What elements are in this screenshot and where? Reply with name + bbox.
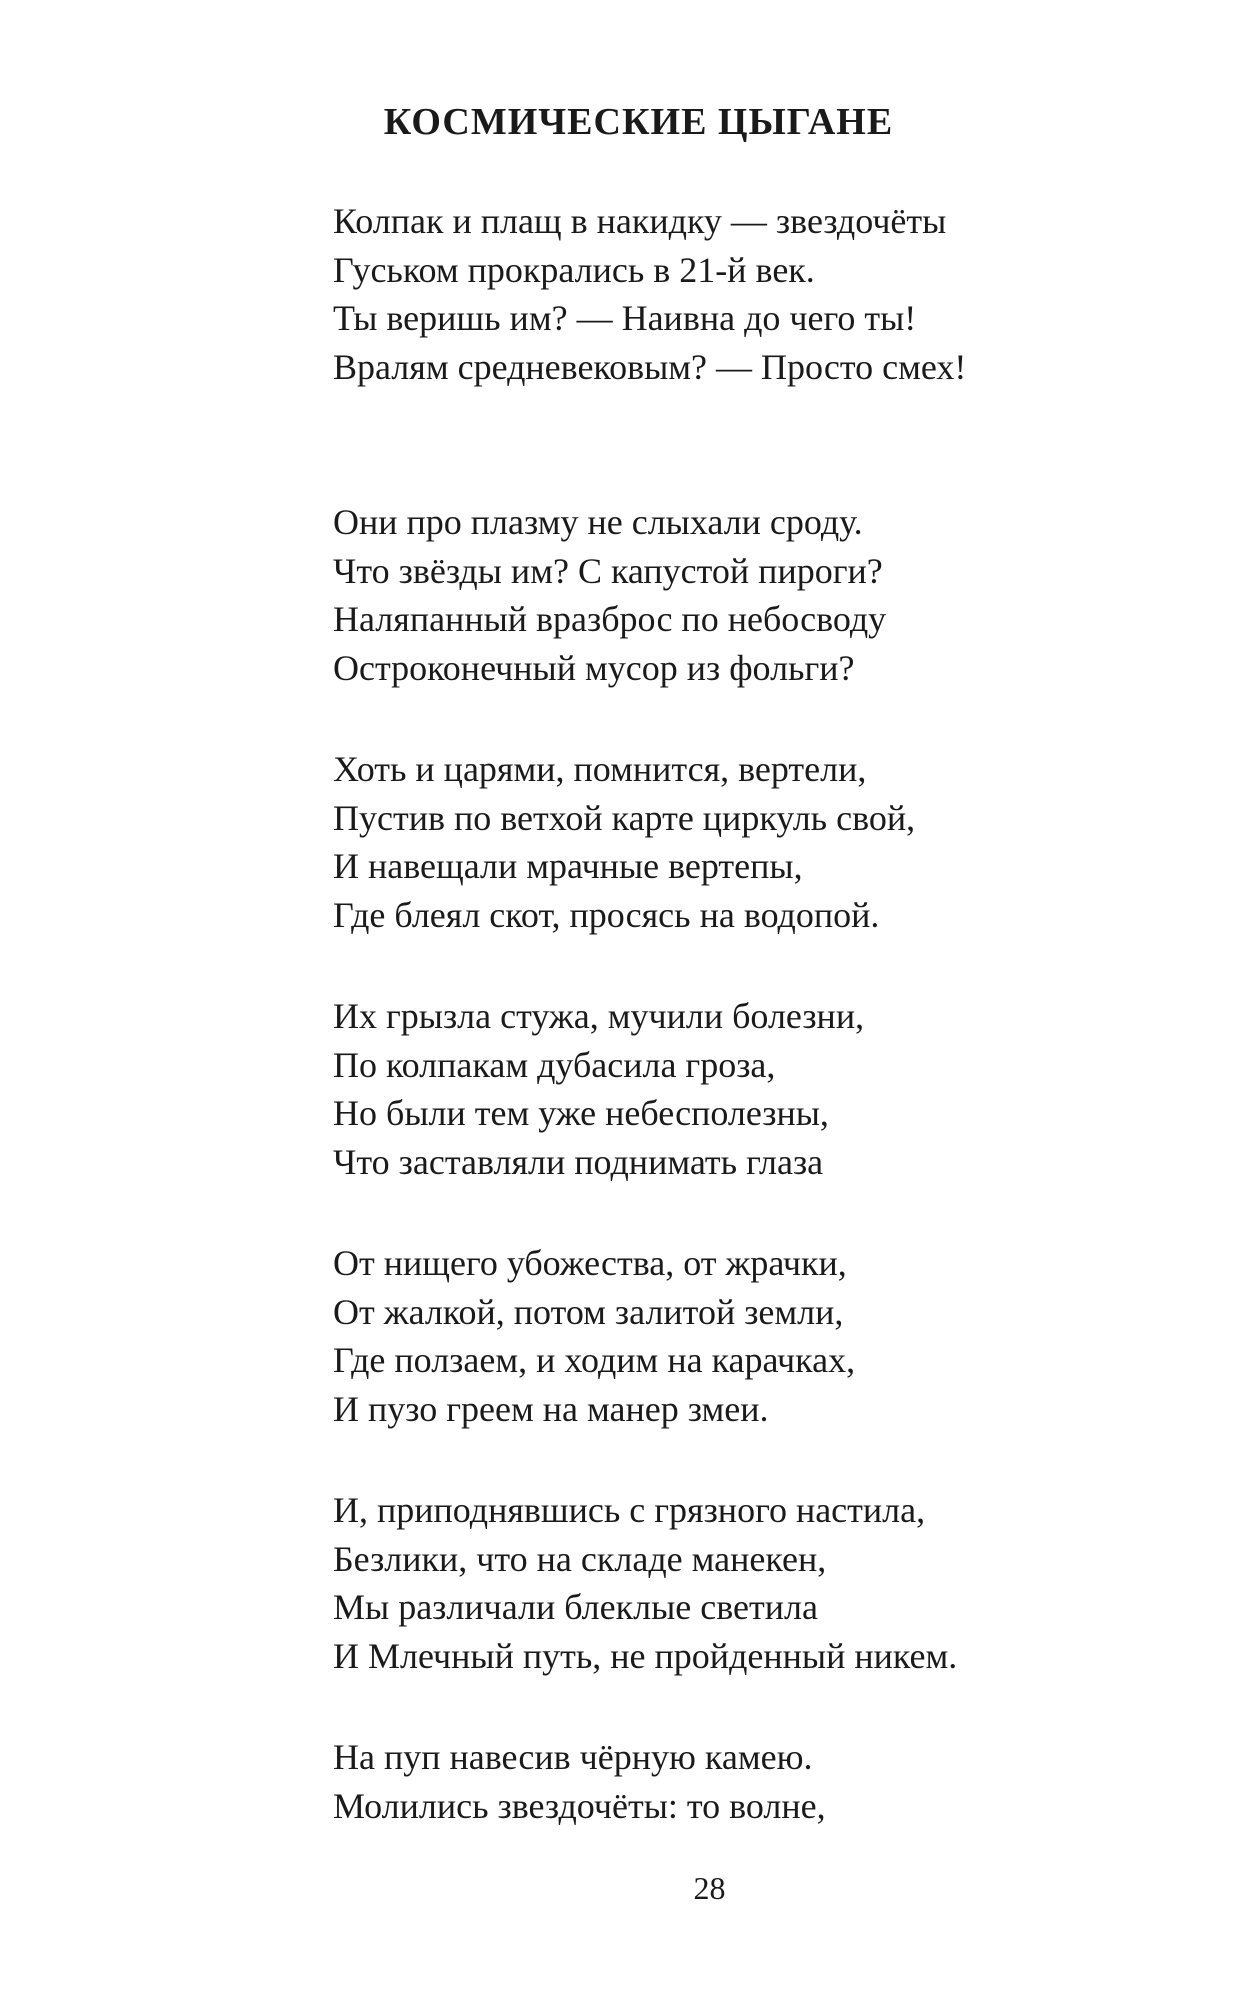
stanza-gap — [333, 1433, 1233, 1486]
stanza — [333, 498, 1233, 692]
poem-line: Где ползаем, и ходим на карачках, — [333, 1340, 856, 1380]
poem-line: Колпак и плащ в накидку — звездочёты — [333, 201, 947, 241]
poem-line: Ты веришь им? — Наивна до чего ты! — [333, 298, 917, 338]
poem-line: По колпакам дубасила гроза, — [333, 1044, 776, 1085]
stanza — [333, 1239, 1233, 1433]
stanza — [333, 1486, 1233, 1680]
poem-line: Но были тем уже небесполезны, — [333, 1093, 829, 1133]
poem-line: Молились звездочёты: то волне, — [333, 1785, 826, 1826]
poem-line: И, приподнявшись с грязного настила, — [333, 1490, 926, 1530]
stanza-gap — [333, 1186, 1233, 1239]
poem-line: Безлики, что на складе манекен, — [333, 1538, 827, 1579]
poem-line: Наляпанный вразброс по небосводу — [333, 599, 887, 639]
poem-body — [333, 197, 1233, 1830]
poem-line: Что звёзды им? С капустой пироги? — [333, 550, 883, 591]
poem-line: Гуськом прокрались в 21-й век. — [333, 249, 815, 290]
page-number: 28 — [693, 1870, 726, 1906]
poem-line: Хоть и царями, помнится, вертели, — [333, 749, 867, 789]
poem-line: Остроконечный мусор из фольги? — [333, 647, 855, 688]
poem-line: Мы различали блеклые светила — [333, 1587, 818, 1627]
stanza-gap — [333, 939, 1233, 992]
poem-line: Вралям средневековым? — Просто смех! — [333, 346, 967, 387]
poem-line: Что заставляли поднимать глаза — [333, 1141, 824, 1182]
poem-line: Где блеял скот, просясь на водопой. — [333, 894, 880, 935]
poem-title: КОСМИЧЕСКИЕ ЦЫГАНЕ — [383, 101, 894, 143]
stanza — [333, 1733, 1233, 1830]
poem-line: От нищего убожества, от жрачки, — [333, 1243, 847, 1283]
poem-line: Они про плазму не слыхали сроду. — [333, 502, 863, 542]
stanza-gap — [333, 692, 1233, 745]
poem-line: На пуп навесив чёрную камею. — [333, 1737, 813, 1777]
poem-line: И пузо греем на манер змеи. — [333, 1388, 769, 1429]
poem-line: Их грызла стужа, мучили болезни, — [333, 996, 865, 1036]
stanza-gap — [333, 1680, 1233, 1733]
stanza — [333, 197, 1233, 391]
stanza — [333, 745, 1233, 939]
stanza-gap — [333, 391, 1233, 498]
stanza — [333, 992, 1233, 1186]
poem-line: И навещали мрачные вертепы, — [333, 846, 803, 886]
poem-line: И Млечный путь, не пройденный никем. — [333, 1635, 958, 1676]
poem-line: Пустив по ветхой карте циркуль свой, — [333, 797, 916, 838]
poem-line: От жалкой, потом залитой земли, — [333, 1291, 844, 1332]
